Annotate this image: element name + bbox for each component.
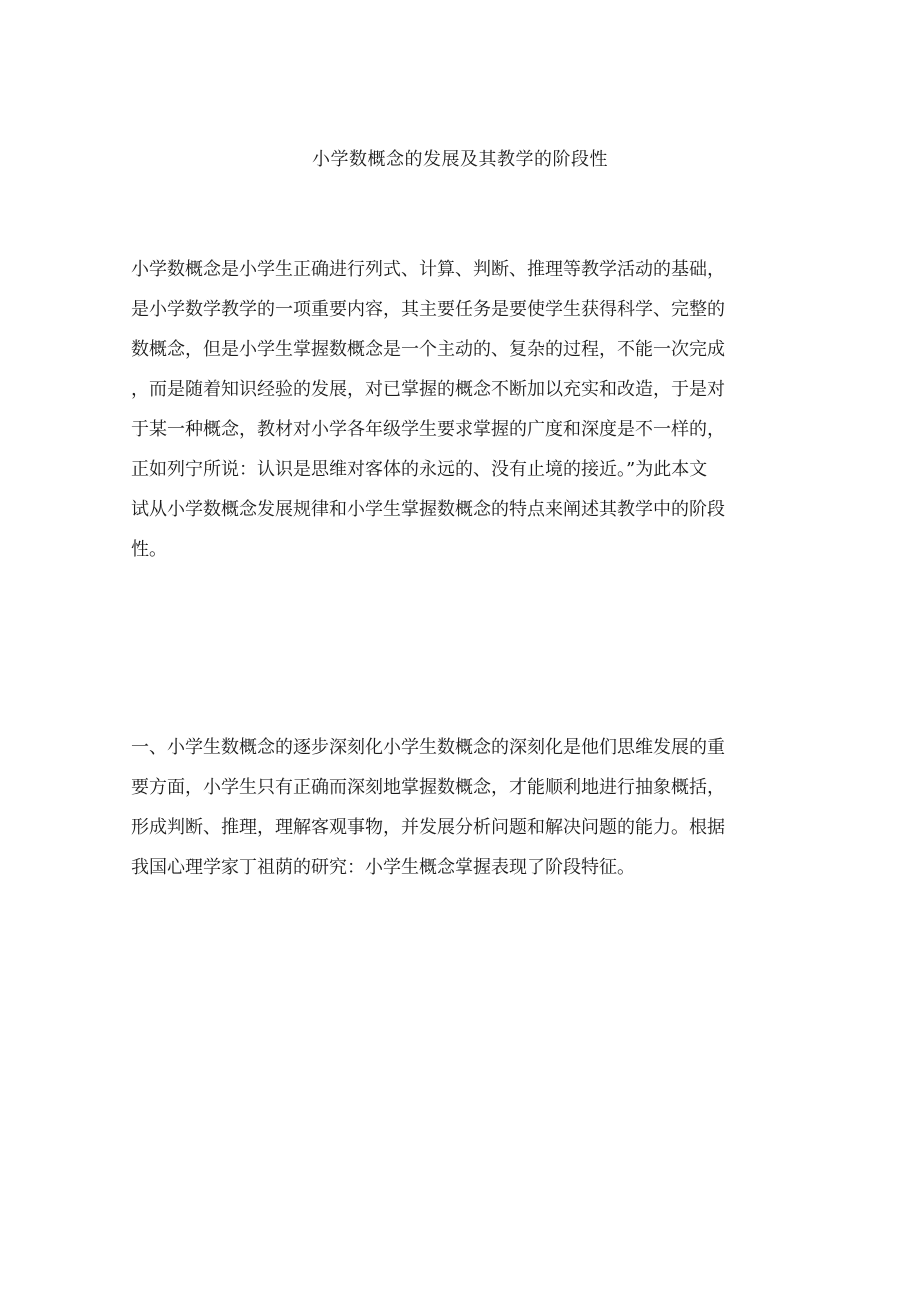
paragraph-intro — [131, 250, 771, 570]
paragraph-line: 一、小学生数概念的逐步深刻化小学生数概念的深刻化是他们思维发展的重 — [131, 737, 725, 758]
paragraph-line: 是小学数学教学的一项重要内容，其主要任务是要使学生获得科学、完整的 — [131, 299, 725, 320]
paragraph-line: 正如列宁所说：认识是思维对客体的永远的、没有止境的接近。”为此本文 — [131, 459, 708, 480]
paragraph-line: 性。 — [131, 539, 167, 560]
paragraph-line: 我国心理学家丁祖荫的研究：小学生概念掌握表现了阶段特征。 — [131, 857, 635, 878]
paragraph-section-one — [131, 728, 771, 888]
document-title: 小学数概念的发展及其教学的阶段性 — [312, 149, 608, 170]
paragraph-line: 小学数概念是小学生正确进行列式、计算、判断、推理等教学活动的基础， — [131, 259, 725, 280]
paragraph-line: 数概念，但是小学生掌握数概念是一个主动的、复杂的过程，不能一次完成 — [131, 339, 725, 360]
paragraph-line: ，而是随着知识经验的发展，对已掌握的概念不断加以充实和改造，于是对 — [131, 379, 725, 400]
paragraph-line: 试从小学数概念发展规律和小学生掌握数概念的特点来阐述其教学中的阶段 — [131, 499, 725, 520]
paragraph-line: 要方面，小学生只有正确而深刻地掌握数概念，才能顺利地进行抽象概括， — [131, 777, 725, 798]
paragraph-line: 于某一种概念，教材对小学各年级学生要求掌握的广度和深度是不一样的， — [131, 419, 725, 440]
paragraph-line: 形成判断、推理，理解客观事物，并发展分析问题和解决问题的能力。根据 — [131, 817, 725, 838]
